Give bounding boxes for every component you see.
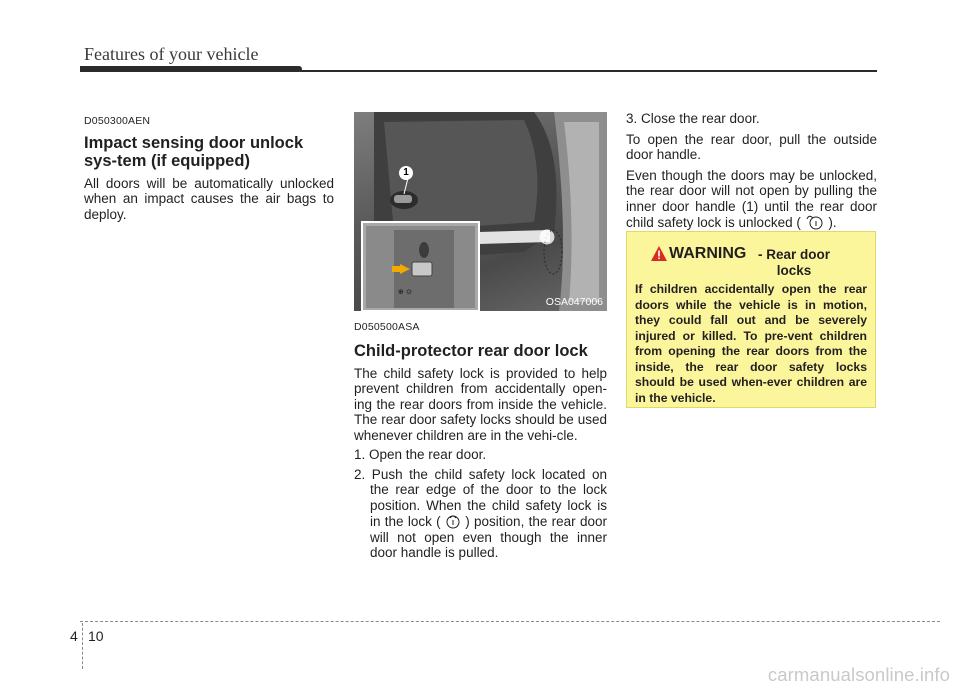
svg-text:⊕ ⊙: ⊕ ⊙: [398, 288, 412, 296]
page-header-title: Features of your vehicle: [84, 44, 259, 64]
step-two: [354, 467, 607, 561]
section-body: All doors will be automatically unlocked when an impact causes the air bags to deploy.: [84, 175, 334, 222]
door-illustration: [354, 112, 607, 311]
unlock-position-icon: [805, 214, 825, 230]
warning-word: WARNING: [669, 245, 747, 262]
photo-caption: OSA047006: [545, 296, 603, 308]
unlock-note: [626, 168, 877, 231]
page-number: 10: [88, 628, 104, 644]
step-three: 3. Close the rear door.: [626, 111, 760, 126]
middle-column: [354, 320, 607, 561]
header-rule-thin: [300, 70, 877, 72]
right-column: [626, 111, 877, 231]
section-intro: The child safety lock is provided to help prevent children from accidentally open-ing the rear doors from inside the vehicle. The rear door safety locks should be used whenever children are in the vehi-cle.: [354, 365, 607, 443]
warning-body: If children accidentally open the rear doors while the vehicle is in motion, they could fall out and be severely injured or killed. To pre-vent children from opening the rear doors from the inside, the rear door safety locks should be used when-ever children are in the vehicle.: [635, 282, 867, 405]
door-lock-photo: [354, 112, 607, 311]
callout-number-badge: 1: [399, 166, 413, 180]
section-heading: Child-protector rear door lock: [354, 341, 588, 360]
step-two-text-start: 2. Push the child safety lock located on the rear edge of the door to the lock position. When the child safety lock is in the lock (: [354, 466, 607, 529]
footer-rule: [80, 621, 940, 622]
watermark: carmanualsonline.info: [767, 664, 950, 685]
unlock-note-text-start: Even though the doors may be unlocked, the rear door will not open by pulling the inner door handle (1) until the rear door child safety lock is unlocked (: [626, 167, 877, 230]
unlock-note-text-end: ).: [828, 215, 837, 230]
section-code: D050500ASA: [354, 321, 420, 333]
chapter-number: 4: [70, 628, 78, 644]
warning-triangle-icon: [651, 246, 667, 261]
step-two-text-end: ) position, the rear door will not open even though the inner door handle is pulled.: [370, 514, 607, 560]
section-heading: Impact sensing door unlock sys-tem (if equipped): [84, 133, 304, 170]
footer-divider: [82, 623, 83, 669]
section-code: D050300AEN: [84, 115, 151, 127]
header-rule-thick: [80, 66, 302, 72]
lock-position-icon: [445, 513, 461, 529]
step-one: 1. Open the rear door.: [354, 447, 487, 462]
open-instruction: To open the rear door, pull the outside door handle.: [626, 131, 877, 162]
warning-box: [626, 231, 876, 408]
warning-title-row: [635, 246, 867, 280]
left-column: [84, 114, 334, 222]
warning-subtitle: - Rear door locks: [757, 247, 830, 278]
